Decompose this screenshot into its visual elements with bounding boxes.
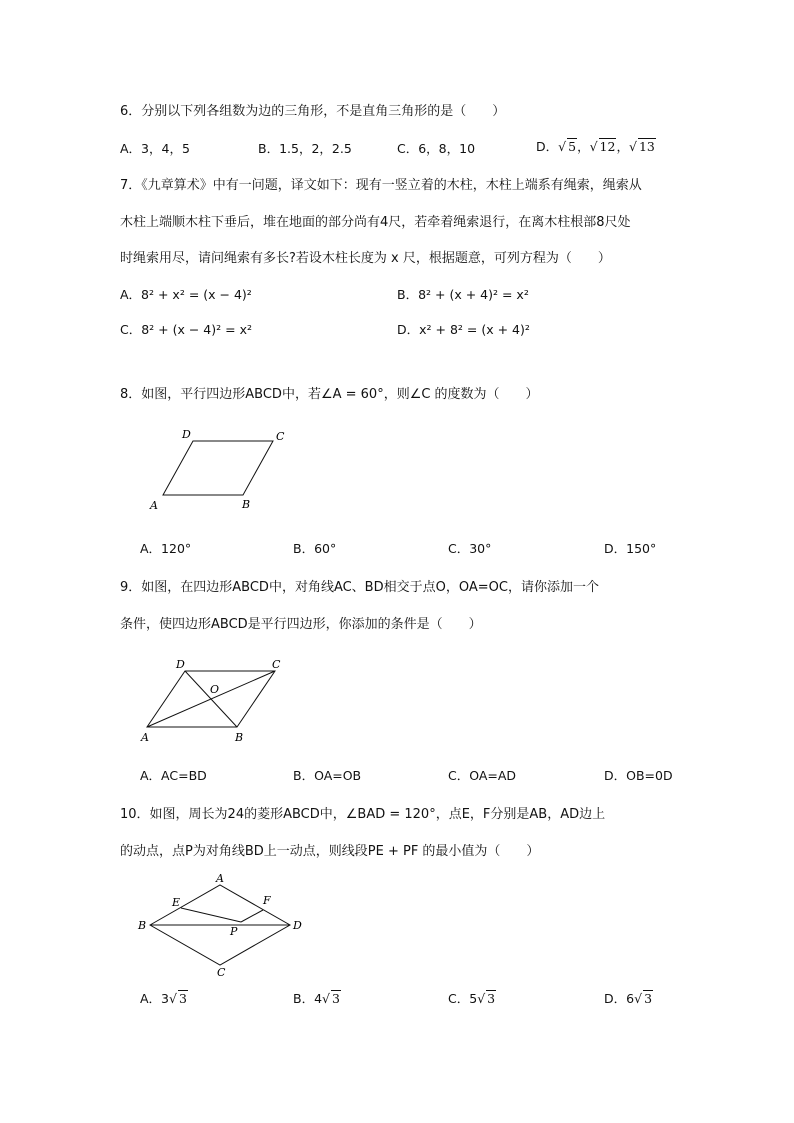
separator: ， <box>577 139 590 154</box>
label-o: O <box>210 683 220 696</box>
label-d: D <box>182 428 191 441</box>
label-a: A <box>150 499 158 512</box>
q7-option-d: D．x² + 8² = (x + 4)² <box>397 322 530 337</box>
label-f: F <box>263 894 271 907</box>
q10-option-b <box>293 989 341 1007</box>
q7-line-3: 时绳索用尽，请问绳索有多长?若设木柱长度为 x 尺，根据题意，可列方程为（ ） <box>120 251 611 266</box>
sqrt-13: √ 13 <box>628 139 655 154</box>
q10-option-d-label: D．6 <box>604 991 635 1006</box>
q6-stem: 6．分别以下列各组数为边的三角形，不是直角三角形的是（ ） <box>120 104 506 119</box>
q9-option-c: C．OA=AD <box>448 768 517 783</box>
q7-option-b: B．8² + (x + 4)² = x² <box>397 287 529 302</box>
q6-option-b: B．1.5，2，2.5 <box>258 141 352 156</box>
q10-option-c <box>448 989 496 1007</box>
sqrt-3: √ 3 <box>169 991 187 1006</box>
q8-option-d: D．150° <box>604 541 657 556</box>
q9-line-1: 9．如图，在四边形ABCD中，对角线AC、BD相交于点O，OA=OC，请你添加一个 <box>120 580 599 595</box>
label-c: C <box>217 966 226 978</box>
label-p: P <box>230 925 238 938</box>
q8-parallelogram-figure <box>140 425 310 517</box>
q8-stem: 8．如图，平行四边形ABCD中，若∠A = 60°，则∠C 的度数为（ ） <box>120 387 539 402</box>
label-b: B <box>235 731 244 744</box>
label-c: C <box>272 658 281 671</box>
label-a: A <box>216 872 224 885</box>
q10-option-c-label: C．5 <box>448 991 478 1006</box>
q6-option-a: A．3，4，5 <box>120 141 190 156</box>
q7-option-a: A．8² + x² = (x − 4)² <box>120 287 252 302</box>
q8-option-c: C．30° <box>448 541 492 556</box>
label-b: B <box>242 498 251 511</box>
q7-line-1: 7．《九章算术》中有一问题，译文如下：现有一竖立着的木柱，木柱上端系有绳索，绳索从 <box>120 178 642 193</box>
label-b: B <box>138 919 147 932</box>
q10-option-a-label: A．3 <box>140 991 170 1006</box>
q9-option-d: D．OB=0D <box>604 768 673 783</box>
q7-option-c: C．8² + (x − 4)² = x² <box>120 322 252 337</box>
segment-ep <box>181 908 241 922</box>
label-e: E <box>172 896 181 909</box>
sqrt-3: √ 3 <box>634 991 653 1006</box>
q10-rhombus-figure <box>132 870 312 978</box>
separator: ， <box>616 139 629 154</box>
label-d: D <box>293 919 302 932</box>
q10-option-a <box>140 989 188 1007</box>
sqrt-3: √ 3 <box>322 991 340 1006</box>
q10-line-1: 10．如图，周长为24的菱形ABCD中，∠BAD = 120°，点E，F分别是AB，AD边上 <box>120 807 606 822</box>
q9-option-b: B．OA=OB <box>293 768 362 783</box>
q8-option-a: A．120° <box>140 541 192 556</box>
parallelogram-abcd <box>163 441 273 495</box>
label-a: A <box>141 731 149 744</box>
q6-option-d <box>536 137 656 155</box>
diagonal-bd <box>185 671 237 727</box>
q9-line-2: 条件，使四边形ABCD是平行四边形，你添加的条件是（ ） <box>120 617 482 632</box>
sqrt-3: √ 3 <box>477 991 496 1006</box>
q6-option-d-label: D． <box>536 139 559 154</box>
q10-option-d <box>604 989 653 1007</box>
q10-option-b-label: B．4 <box>293 991 323 1006</box>
sqrt-5: √ 5 <box>558 139 577 154</box>
q10-line-2: 的动点，点P为对角线BD上一动点，则线段PE + PF 的最小值为（ ） <box>120 844 540 859</box>
q6-option-c: C．6，8，10 <box>397 141 476 156</box>
q7-line-2: 木柱上端顺木柱下垂后，堆在地面的部分尚有4尺，若牵着绳索退行，在离木柱根部8尺处 <box>120 215 631 230</box>
sqrt-12: √ 12 <box>589 139 616 154</box>
q9-option-a: A．AC=BD <box>140 768 207 783</box>
q8-option-b: B．60° <box>293 541 337 556</box>
label-c: C <box>276 430 285 443</box>
segment-fp <box>241 910 263 922</box>
label-d: D <box>176 658 185 671</box>
q9-quadrilateral-figure <box>135 655 305 747</box>
